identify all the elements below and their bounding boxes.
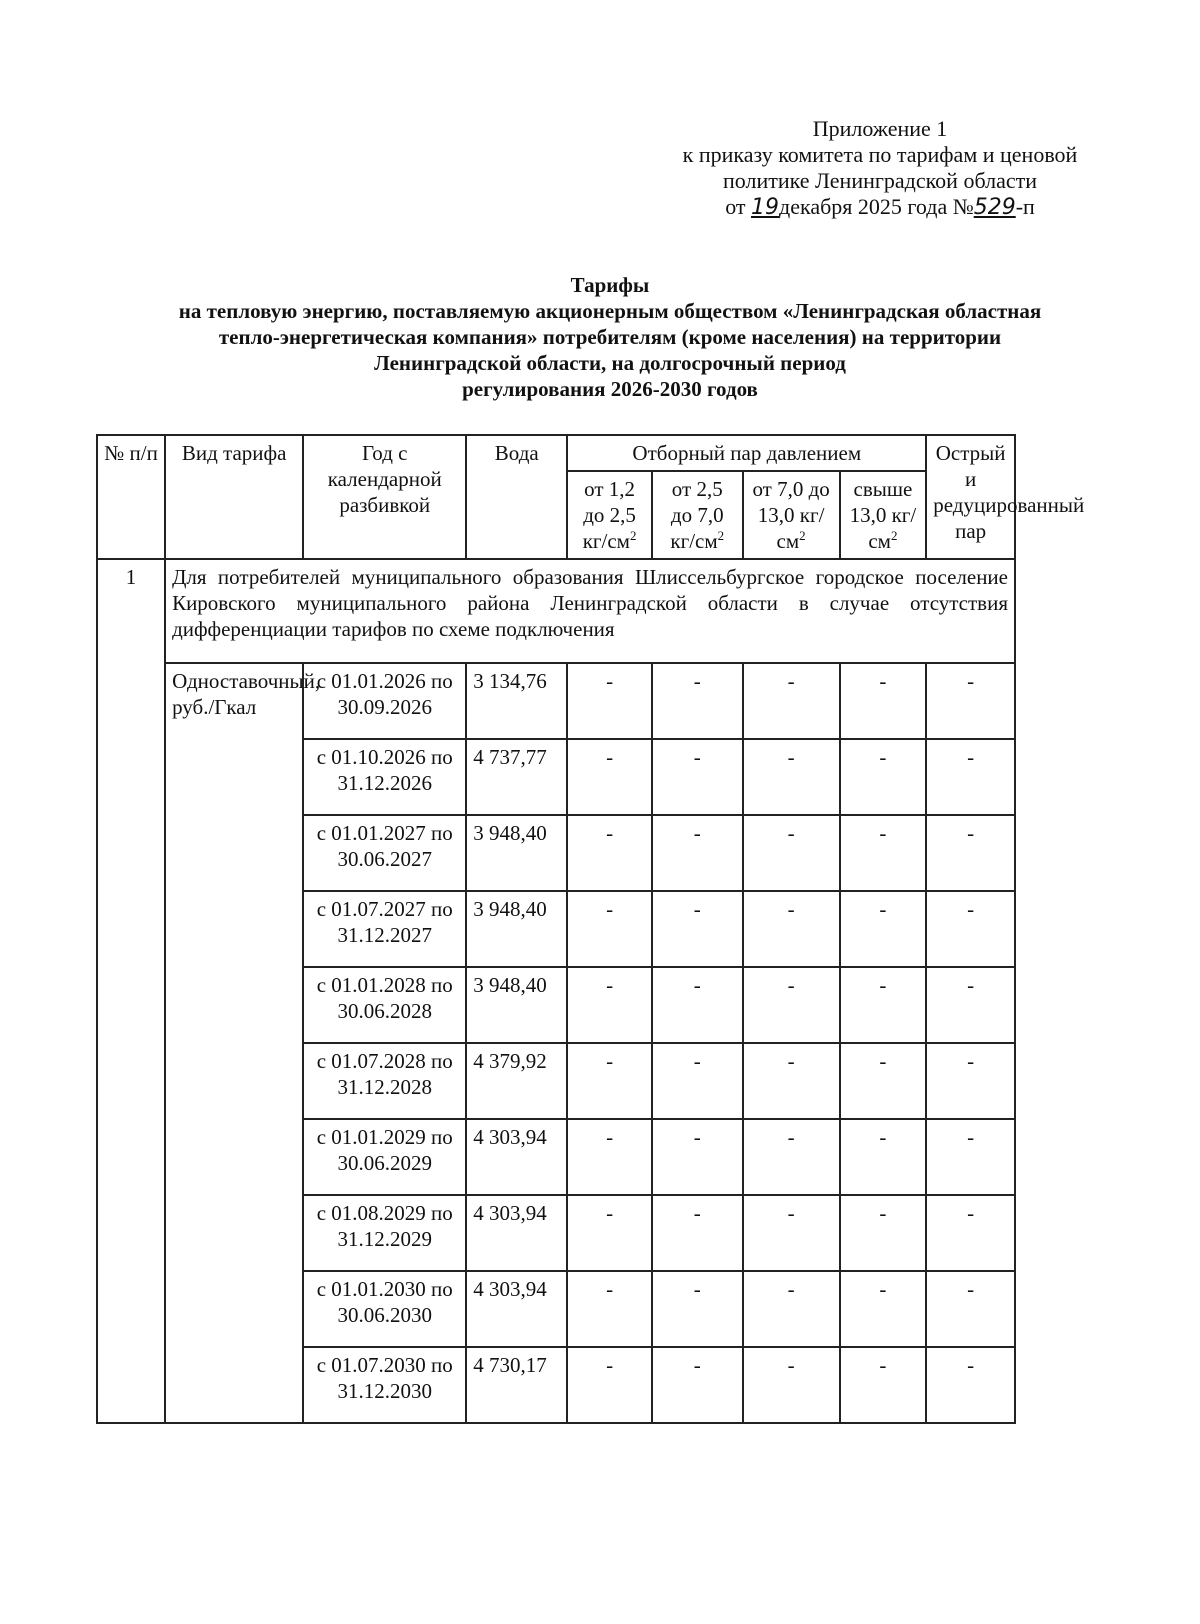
header-steam-3: от 7,0 до 13,0 $кг/см^2$	[743, 471, 840, 559]
steam-cell: -	[743, 739, 840, 815]
period-cell: с 01.07.2030 по 31.12.2030	[303, 1347, 466, 1423]
water-cell: 4 730,17	[466, 1347, 567, 1423]
period-cell: с 01.10.2026 по 31.12.2026	[303, 739, 466, 815]
water-cell: 3 948,40	[466, 815, 567, 891]
steam-cell: -	[840, 967, 927, 1043]
water-cell: 3 948,40	[466, 891, 567, 967]
annex-header	[640, 116, 1120, 221]
steam-cell: -	[743, 1271, 840, 1347]
steam-cell: -	[840, 891, 927, 967]
title-line-1: на тепловую энергию, поставляемую акционерным обществом «Ленинградская областная	[178, 299, 1042, 323]
steam-cell: -	[743, 815, 840, 891]
steam-cell: -	[840, 1043, 927, 1119]
header-steam-2: от 2,5 до 7,0 $кг/см^2$	[652, 471, 743, 559]
live-steam-cell: -	[926, 815, 1015, 891]
steam-cell: -	[743, 891, 840, 967]
period-cell: с 01.01.2026 по 30.09.2026	[303, 663, 466, 739]
title-line-2: тепло-энергетическая компания» потребителям (кроме населения) на территории	[218, 325, 1002, 349]
header-row-1	[97, 435, 1015, 471]
header-steam-1: от 1,2 до 2,5 $кг/см^2$	[567, 471, 652, 559]
steam-cell: -	[567, 891, 652, 967]
period-cell: с 01.01.2028 по 30.06.2028	[303, 967, 466, 1043]
live-steam-cell: -	[926, 1271, 1015, 1347]
steam-cell: -	[652, 1347, 743, 1423]
steam-cell: -	[567, 1271, 652, 1347]
steam-cell: -	[840, 815, 927, 891]
steam-cell: -	[840, 1195, 927, 1271]
steam-cell: -	[652, 891, 743, 967]
period-cell: с 01.08.2029 по 31.12.2029	[303, 1195, 466, 1271]
period-cell: с 01.01.2030 по 30.06.2030	[303, 1271, 466, 1347]
steam-cell: -	[743, 663, 840, 739]
header-num: № п/п	[97, 435, 165, 559]
water-cell: 4 303,94	[466, 1271, 567, 1347]
header-steam-group: Отборный пар давлением	[567, 435, 926, 471]
header-steam-4: свыше 13,0 $кг/см^2$	[840, 471, 927, 559]
water-cell: 3 948,40	[466, 967, 567, 1043]
steam-cell: -	[743, 1195, 840, 1271]
water-cell: 4 303,94	[466, 1119, 567, 1195]
live-steam-cell: -	[926, 663, 1015, 739]
title-line-3: Ленинградской области, на долгосрочный период	[374, 351, 846, 375]
title-line-4: регулирования 2026-2030 годов	[462, 377, 758, 401]
annex-date-text: декабря 2025 года №	[779, 194, 974, 219]
steam-cell: -	[840, 739, 927, 815]
water-cell: 4 303,94	[466, 1195, 567, 1271]
tariff-table	[96, 434, 1085, 1424]
annex-line-2: к приказу комитета по тарифам и ценовой	[682, 142, 1078, 167]
annex-line-3: политике Ленинградской области	[722, 168, 1037, 193]
annex-number: 529	[973, 195, 1016, 220]
header-live-steam: Острый и редуцированный пар	[926, 435, 1015, 559]
live-steam-cell: -	[926, 1043, 1015, 1119]
steam-cell: -	[840, 1271, 927, 1347]
steam-cell: -	[567, 1347, 652, 1423]
steam-cell: -	[567, 739, 652, 815]
steam-cell: -	[652, 1271, 743, 1347]
steam-cell: -	[743, 1347, 840, 1423]
steam-cell: -	[567, 967, 652, 1043]
steam-cell: -	[652, 967, 743, 1043]
annex-suffix: -п	[1015, 194, 1035, 219]
header-year: Год с календарной разбивкой	[303, 435, 466, 559]
steam-cell: -	[743, 1043, 840, 1119]
table-row	[97, 663, 1015, 739]
steam-cell: -	[652, 1119, 743, 1195]
period-cell: с 01.07.2028 по 31.12.2028	[303, 1043, 466, 1119]
water-cell: 3 134,76	[466, 663, 567, 739]
period-cell: с 01.01.2027 по 30.06.2027	[303, 815, 466, 891]
group-description: Для потребителей муниципального образования Шлиссельбургское городское поселение Кировского муниципального района Ленинградской области в случае отсутствия дифференциации тарифов по схеме подключения	[165, 559, 1015, 663]
steam-cell: -	[652, 739, 743, 815]
steam-cell: -	[652, 815, 743, 891]
steam-cell: -	[743, 1119, 840, 1195]
steam-cell: -	[567, 1195, 652, 1271]
live-steam-cell: -	[926, 739, 1015, 815]
live-steam-cell: -	[926, 891, 1015, 967]
live-steam-cell: -	[926, 1347, 1015, 1423]
steam-cell: -	[567, 1043, 652, 1119]
live-steam-cell: -	[926, 1195, 1015, 1271]
annex-day: 19	[751, 195, 780, 220]
period-cell: с 01.07.2027 по 31.12.2027	[303, 891, 466, 967]
header-type: Вид тарифа	[165, 435, 303, 559]
group-num: 1	[97, 559, 165, 1423]
steam-cell: -	[652, 1195, 743, 1271]
tariff-type: Одноставочный, руб./Гкал	[165, 663, 303, 1423]
steam-cell: -	[840, 1119, 927, 1195]
steam-cell: -	[567, 663, 652, 739]
annex-line-1: Приложение 1	[812, 116, 948, 141]
water-cell: 4 737,77	[466, 739, 567, 815]
steam-cell: -	[840, 663, 927, 739]
steam-cell: -	[652, 663, 743, 739]
annex-prefix: от	[725, 194, 746, 219]
header-water: Вода	[466, 435, 567, 559]
group-row	[97, 559, 1015, 663]
steam-cell: -	[652, 1043, 743, 1119]
steam-cell: -	[840, 1347, 927, 1423]
steam-cell: -	[567, 1119, 652, 1195]
document-title	[100, 272, 1120, 402]
live-steam-cell: -	[926, 967, 1015, 1043]
live-steam-cell: -	[926, 1119, 1015, 1195]
title-heading: Тарифы	[570, 273, 650, 297]
steam-cell: -	[567, 815, 652, 891]
annex-date-line	[640, 194, 1120, 221]
steam-cell: -	[743, 967, 840, 1043]
water-cell: 4 379,92	[466, 1043, 567, 1119]
period-cell: с 01.01.2029 по 30.06.2029	[303, 1119, 466, 1195]
